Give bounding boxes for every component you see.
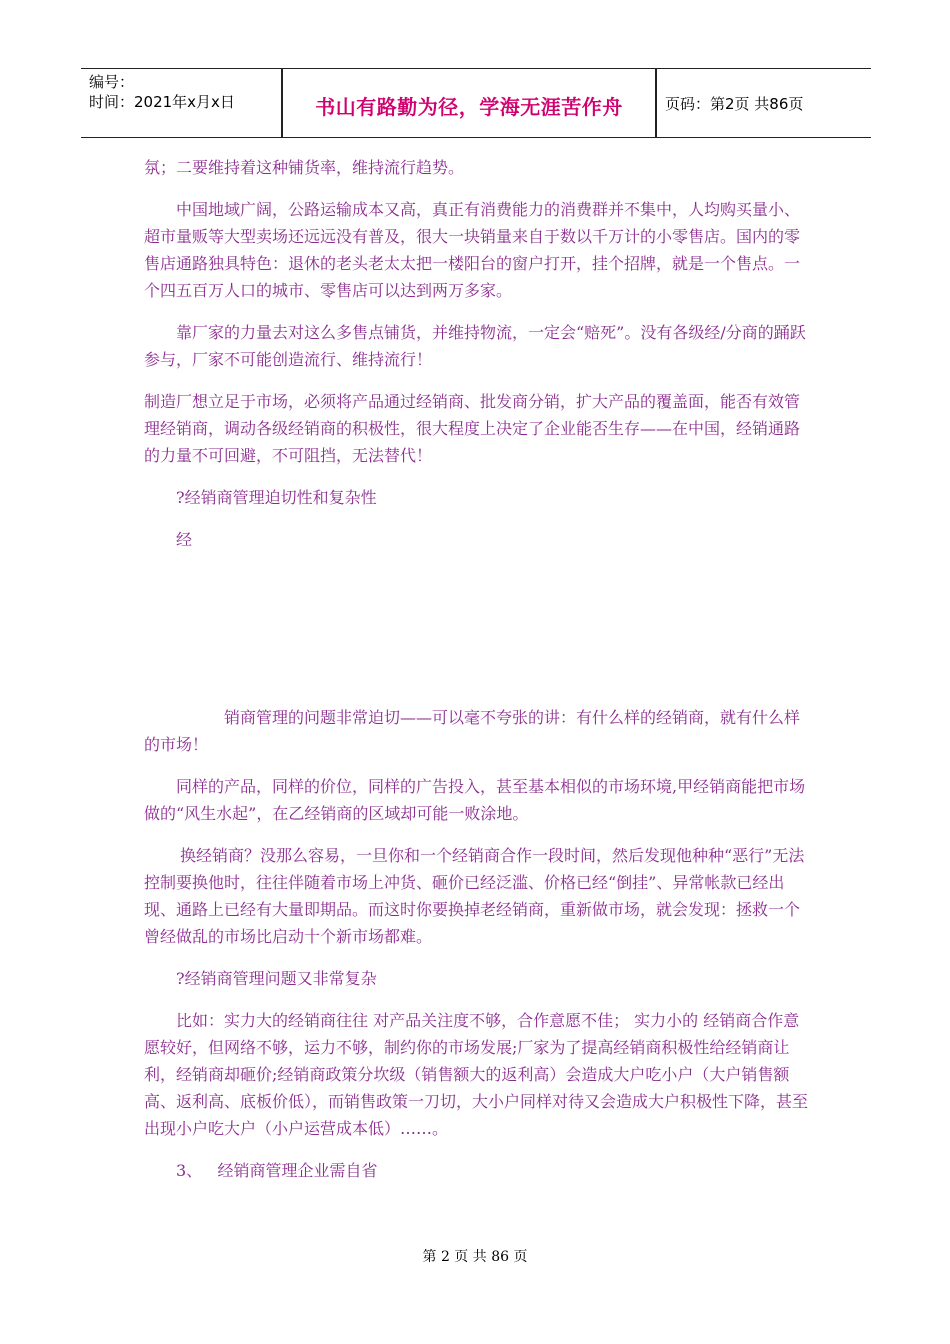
paragraph: 氛；二要维持着这种铺货率，维持流行趋势。: [144, 158, 465, 177]
header-motto: 书山有路勤为径，学海无涯苦作舟: [315, 95, 623, 119]
paragraph: 销商管理的问题非常迫切——可以毫不夸张的讲：有什么样的经销商，就有什么样的市场！: [144, 708, 801, 754]
document-number-label: 编号：: [89, 73, 135, 91]
section-heading: 3、 经销商管理企业需自省: [176, 1161, 378, 1180]
paragraph: 同样的产品，同样的价位，同样的广告投入，甚至基本相似的市场环境,甲经销商能把市场做的“风生水起”，在乙经销商的区域却可能一败涂地。: [144, 777, 806, 823]
section-heading: ?经销商管理迫切性和复杂性: [176, 488, 377, 507]
paragraph: 比如：实力大的经销商往往 对产品关注度不够，合作意愿不佳； 实力小的 经销商合作意愿较好，但网络不够，运力不够，制约你的市场发展;厂家为了提高经销商积极性给经销商让利，经销商却砸价;经销商政策分坎级（销售额大的返利高）会造成大户吃小户（大户销售额高、返利高、底板价低），而销售政策一刀切，大小户同样对待又会造成大户积极性下降，甚至出现小户吃大户（小户运营成本低）……。: [144, 1011, 809, 1138]
header-meta: [89, 72, 235, 112]
header-page-info: 页码：第2页 共86页: [665, 95, 804, 113]
section-heading: ?经销商管理问题又非常复杂: [176, 969, 377, 988]
paragraph: 靠厂家的力量去对这么多售点铺货，并维持物流，一定会“赔死”。没有各级经/分商的踊跃参与，厂家不可能创造流行、维持流行！: [144, 323, 806, 369]
document-time-label: 时间：2021年x月x日: [89, 93, 235, 111]
document-body: [144, 154, 812, 1184]
paragraph: 换经销商？没那么容易，一旦你和一个经销商合作一段时间，然后发现他种种“恶行”无法控制要换他时，往往伴随着市场上冲货、砸价已经泛滥、价格已经“倒挂”、异常帐款已经出现、通路上已经有大量即期品。而这时你要换掉老经销商，重新做市场，就会发现：拯救一个曾经做乱的市场比启动十个新市场都难。: [144, 846, 805, 946]
header-divider: [655, 69, 657, 137]
paragraph-fragment: 经: [176, 530, 193, 549]
paragraph: 制造厂想立足于市场，必须将产品通过经销商、批发商分销，扩大产品的覆盖面，能否有效管理经销商，调动各级经销商的积极性，很大程度上决定了企业能否生存——在中国，经销通路的力量不可回避，不可阻挡，无法替代！: [144, 392, 801, 465]
page-footer: 第 2 页 共 86 页: [422, 1249, 528, 1265]
document-header: [81, 68, 871, 138]
paragraph: 中国地域广阔，公路运输成本又高，真正有消费能力的消费群并不集中，人均购买量小、超市量贩等大型卖场还远远没有普及，很大一块销量来自于数以千万计的小零售店。国内的零售店通路独具特色：退休的老头老太太把一楼阳台的窗户打开，挂个招牌，就是一个售点。一个四五百万人口的城市、零售店可以达到两万多家。: [144, 200, 801, 300]
